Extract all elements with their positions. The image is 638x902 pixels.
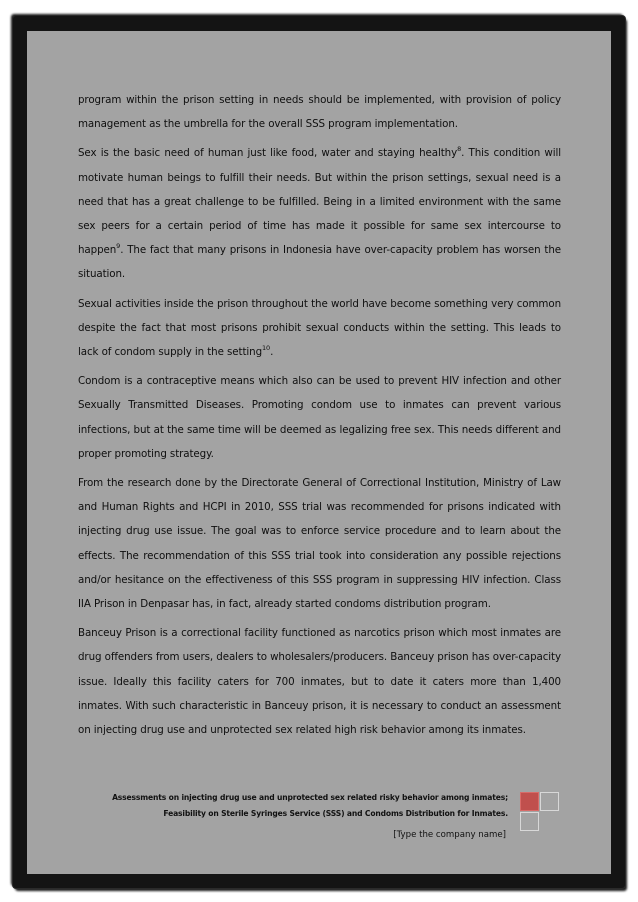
paragraph-6-text: Banceuy Prison is a correctional facility functioned as narcotics prison which most inmates are drug offenders from users, dealers to wholesalers/producers. Banceuy prison has over-capacity issue. Ideally this facility caters for 700 inmates, but to date it caters more than 1,400 inmates. With such characteristic in Banceuy prison, it is necessary to conduct an assessment on injecting drug use and unprotected sex related high risk behavior among its inmates. [78, 627, 561, 737]
footer-accent-square-outline-1 [540, 792, 559, 811]
paragraph-5 [78, 471, 561, 616]
footnote-ref-8: 8 [457, 144, 462, 153]
footnote-ref-9: 9 [116, 241, 121, 250]
paragraph-2-text-b: . This condition will motivate human beings to fulfill their needs. But within the prison settings, sexual need is a need that has a great challenge to be fulfilled. Being in a limited environment with the same sex peers for a certain period of time has made it possible for same sex intercourse to happen [78, 147, 561, 257]
footer-title-line-2: Feasibility on Sterile Syringes Service (SSS) and Condoms Distribution for Inmates. [163, 809, 508, 818]
paragraph-3 [78, 292, 561, 365]
paragraph-1-text: program within the prison setting in needs should be implemented, with provision of policy management as the umbrella for the overall SSS program implementation. [78, 94, 561, 131]
footer-title [78, 790, 508, 822]
paragraph-4 [78, 369, 561, 466]
paragraph-2-text-c: . The fact that many prisons in Indonesia have over-capacity problem has worsen the situation. [78, 244, 561, 281]
footer-accent-square-red [520, 792, 539, 811]
footer-accent-square-outline-2 [520, 812, 539, 831]
paragraph-2 [78, 141, 561, 286]
footer-company-name: [Type the company name] [393, 830, 506, 840]
paragraph-3-text-a: Sexual activities inside the prison throughout the world have become something very common despite the fact that most prisons prohibit sexual conducts within the setting. This leads to lack of condom supply in the setting [78, 297, 561, 359]
body-text [78, 88, 561, 747]
paragraph-6 [78, 621, 561, 742]
paragraph-2-text-a: Sex is the basic need of human just like food, water and staying healthy [78, 147, 458, 160]
paragraph-1 [78, 88, 561, 136]
paragraph-4-text: Condom is a contraceptive means which also can be used to prevent HIV infection and other Sexually Transmitted Diseases. Promoting condom use to inmates can prevent various infections, but at the same time will be deemed as legalizing free sex. This needs different and proper promoting strategy. [78, 375, 561, 460]
footer-title-line-1: Assessments on injecting drug use and unprotected sex related risky behavior among inmates; [112, 793, 508, 802]
paragraph-3-text-b: . [270, 346, 274, 359]
footnote-ref-10: 10 [262, 343, 271, 352]
paragraph-5-text: From the research done by the Directorate General of Correctional Institution, Ministry of Law and Human Rights and HCPI in 2010, SSS trial was recommended for prisons indicated with injecting drug use issue. The goal was to enforce service procedure and to learn about the effects. The recommendation of this SSS trial took into consideration any possible rejections and/or hesitance on the effectiveness of this SSS program in suppressing HIV infection. Class IIA Prison in Denpasar has, in fact, already started condoms distribution program. [78, 477, 561, 611]
